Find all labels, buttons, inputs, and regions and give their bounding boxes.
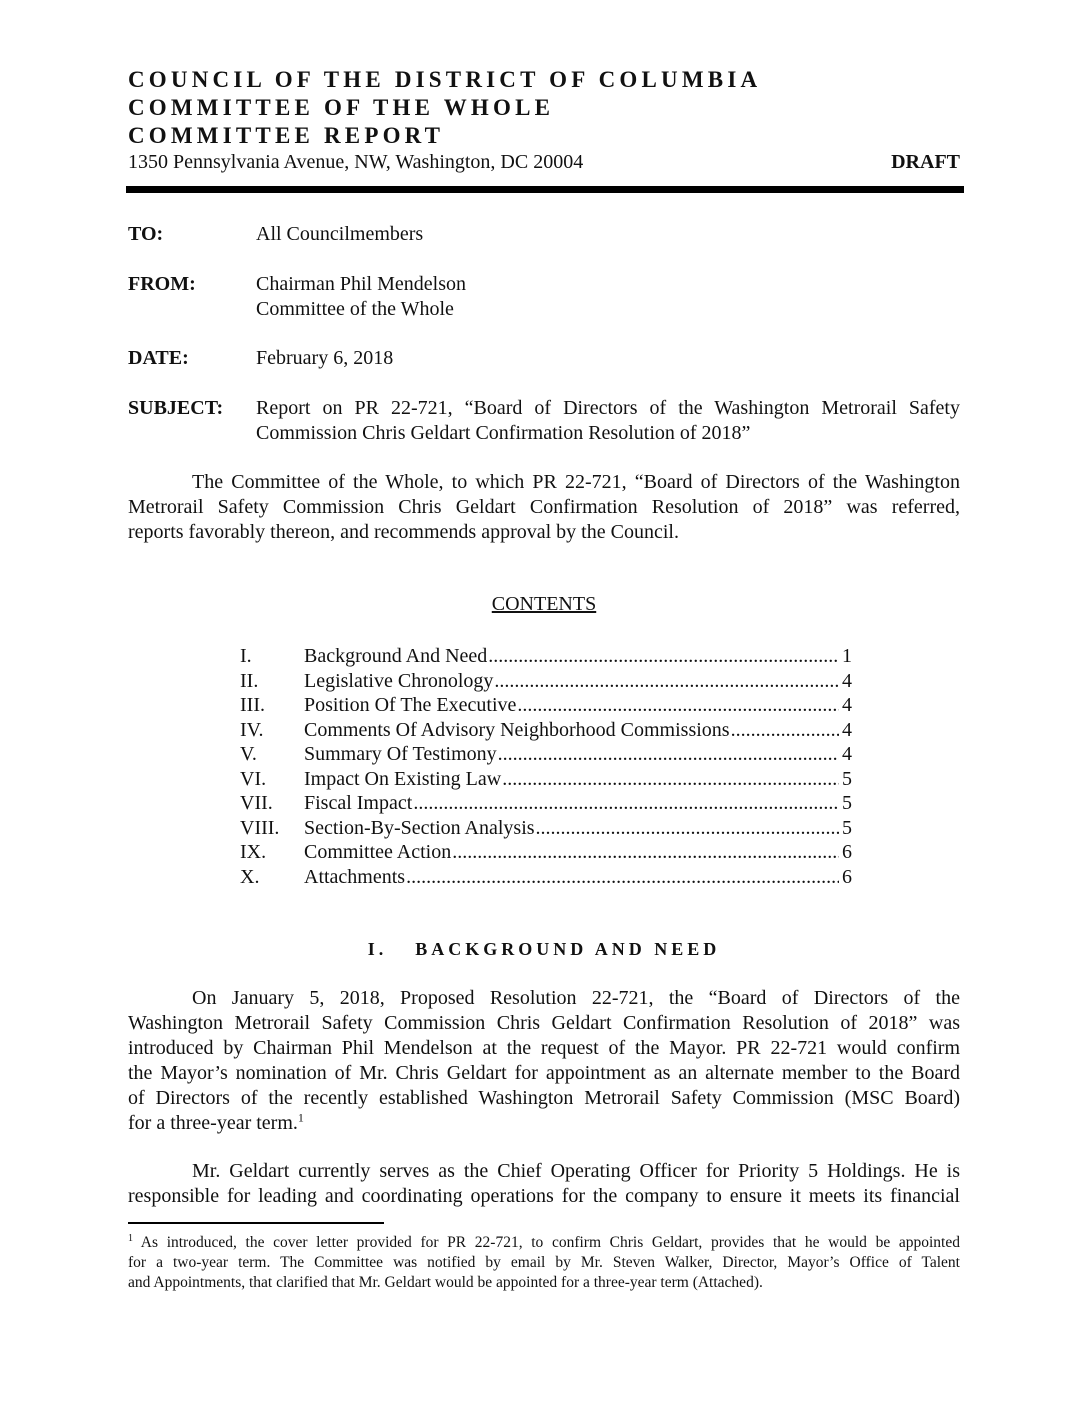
toc-number: I.	[240, 645, 252, 667]
footnote-line-text: As introduced, the cover letter provided for PR 22-721, to confirm Chris Geldart, provides that he would be appointed	[133, 1234, 960, 1251]
section-heading	[0, 937, 1088, 961]
table-of-contents	[240, 644, 852, 889]
toc-leader	[731, 718, 839, 742]
date-label: DATE:	[128, 347, 189, 369]
toc-title: Comments Of Advisory Neighborhood Commissions	[304, 718, 730, 741]
section-number: I.	[367, 939, 388, 959]
toc-page: 5	[842, 792, 852, 814]
toc-item[interactable]	[240, 644, 852, 669]
subject-value	[256, 396, 960, 446]
footnote-marker: 1	[128, 1232, 133, 1244]
toc-page: 4	[842, 718, 852, 741]
from-value-committee: Committee of the Whole	[256, 298, 454, 320]
toc-number: IX.	[240, 841, 267, 863]
toc-page: 6	[842, 841, 852, 863]
section-title: BACKGROUND AND NEED	[415, 939, 721, 959]
toc-leader	[413, 791, 839, 815]
body-line: Mr. Geldart currently serves as the Chief Operating Officer for Priority 5 Holdings. He is	[192, 1160, 960, 1182]
toc-number: III.	[240, 694, 265, 716]
toc-title: Summary Of Testimony	[304, 743, 497, 765]
toc-number: X.	[240, 865, 260, 888]
toc-page: 4	[842, 694, 852, 716]
body-line: the Mayor’s nomination of Mr. Chris Geldart for appointment as an alternate member to the Board	[128, 1062, 960, 1084]
body-line	[128, 1111, 960, 1136]
subject-line: Commission Chris Geldart Confirmation Resolution of 2018”	[256, 422, 751, 444]
footnote-line	[128, 1233, 960, 1253]
toc-page: 4	[842, 743, 852, 765]
from-label: FROM:	[128, 273, 196, 295]
body-line: responsible for leading and coordinating operations for the company to ensure it meets its financial	[128, 1185, 960, 1207]
toc-number: VIII.	[240, 816, 280, 839]
toc-leader	[498, 742, 839, 766]
footnote-ref[interactable]: 1	[297, 1110, 304, 1125]
toc-title: Attachments	[304, 865, 406, 888]
toc-page: 4	[842, 669, 852, 692]
toc-page: 5	[842, 767, 852, 790]
toc-page: 6	[842, 865, 852, 888]
date-value: February 6, 2018	[256, 347, 394, 369]
toc-number: IV.	[240, 718, 264, 741]
background-paragraph-1	[128, 986, 960, 1136]
toc-title: Section-By-Section Analysis	[304, 816, 535, 839]
report-title: COMMITTEE REPORT	[128, 123, 445, 148]
toc-leader	[488, 644, 839, 668]
toc-title: Committee Action	[304, 841, 452, 863]
toc-number: VI.	[240, 767, 267, 790]
toc-item[interactable]	[240, 718, 852, 743]
intro-paragraph	[128, 470, 960, 545]
toc-leader	[406, 865, 839, 889]
toc-title: Background And Need	[304, 645, 488, 667]
committee-title: COMMITTEE OF THE WHOLE	[128, 95, 555, 120]
toc-leader	[494, 669, 839, 693]
intro-line: Metrorail Safety Commission Chris Geldart Confirmation Resolution of 2018” was referred,	[128, 496, 960, 518]
body-line: introduced by Chairman Phil Mendelson at the request of the Mayor. PR 22-721 would confirm	[128, 1037, 960, 1059]
header-rule	[126, 186, 964, 193]
toc-item[interactable]	[240, 816, 852, 841]
footnote-rule	[128, 1222, 384, 1224]
toc-number: II.	[240, 669, 259, 692]
body-line: Washington Metrorail Safety Commission Chris Geldart Confirmation Resolution of 2018” was	[128, 1012, 960, 1034]
footnote	[128, 1233, 960, 1293]
toc-item[interactable]	[240, 669, 852, 694]
subject-label: SUBJECT:	[128, 397, 224, 419]
toc-leader	[536, 816, 839, 840]
contents-title: CONTENTS	[491, 593, 597, 615]
draft-label: DRAFT	[891, 151, 960, 173]
toc-page: 1	[842, 645, 852, 667]
body-line: On January 5, 2018, Proposed Resolution 22-721, the “Board of Directors of the	[192, 987, 960, 1009]
toc-item[interactable]	[240, 791, 852, 816]
from-value-name: Chairman Phil Mendelson	[256, 273, 466, 295]
intro-line: reports favorably thereon, and recommends approval by the Council.	[128, 521, 679, 543]
council-title: COUNCIL OF THE DISTRICT OF COLUMBIA	[128, 67, 762, 92]
to-label: TO:	[128, 223, 164, 245]
to-value: All Councilmembers	[256, 223, 424, 245]
toc-item[interactable]	[240, 840, 852, 865]
toc-leader	[517, 693, 839, 717]
address-line: 1350 Pennsylvania Avenue, NW, Washington, DC 20004	[128, 151, 584, 173]
background-paragraph-2	[128, 1159, 960, 1209]
toc-item[interactable]	[240, 742, 852, 767]
toc-number: V.	[240, 743, 257, 765]
toc-leader	[452, 840, 839, 864]
toc-title: Fiscal Impact	[304, 792, 413, 814]
toc-title: Impact On Existing Law	[304, 767, 502, 790]
toc-page: 5	[842, 816, 852, 839]
toc-title: Position Of The Executive	[304, 694, 517, 716]
body-line: of Directors of the recently established Washington Metrorail Safety Commission (MSC Board)	[128, 1087, 960, 1109]
footnote-line: for a two-year term. The Committee was notified by email by Mr. Steven Walker, Director, Mayor’s Office of Talent	[128, 1254, 960, 1271]
toc-item[interactable]	[240, 865, 852, 890]
toc-item[interactable]	[240, 767, 852, 792]
subject-line: Report on PR 22-721, “Board of Directors of the Washington Metrorail Safety	[256, 397, 960, 419]
body-line-text: for a three-year term.	[128, 1112, 298, 1134]
footnote-line: and Appointments, that clarified that Mr. Geldart would be appointed for a three-year term (Attached).	[128, 1274, 763, 1291]
toc-title: Legislative Chronology	[304, 669, 494, 692]
toc-item[interactable]	[240, 693, 852, 718]
toc-number: VII.	[240, 792, 273, 814]
intro-line: The Committee of the Whole, to which PR 22-721, “Board of Directors of the Washington	[192, 471, 960, 493]
toc-leader	[502, 767, 839, 791]
